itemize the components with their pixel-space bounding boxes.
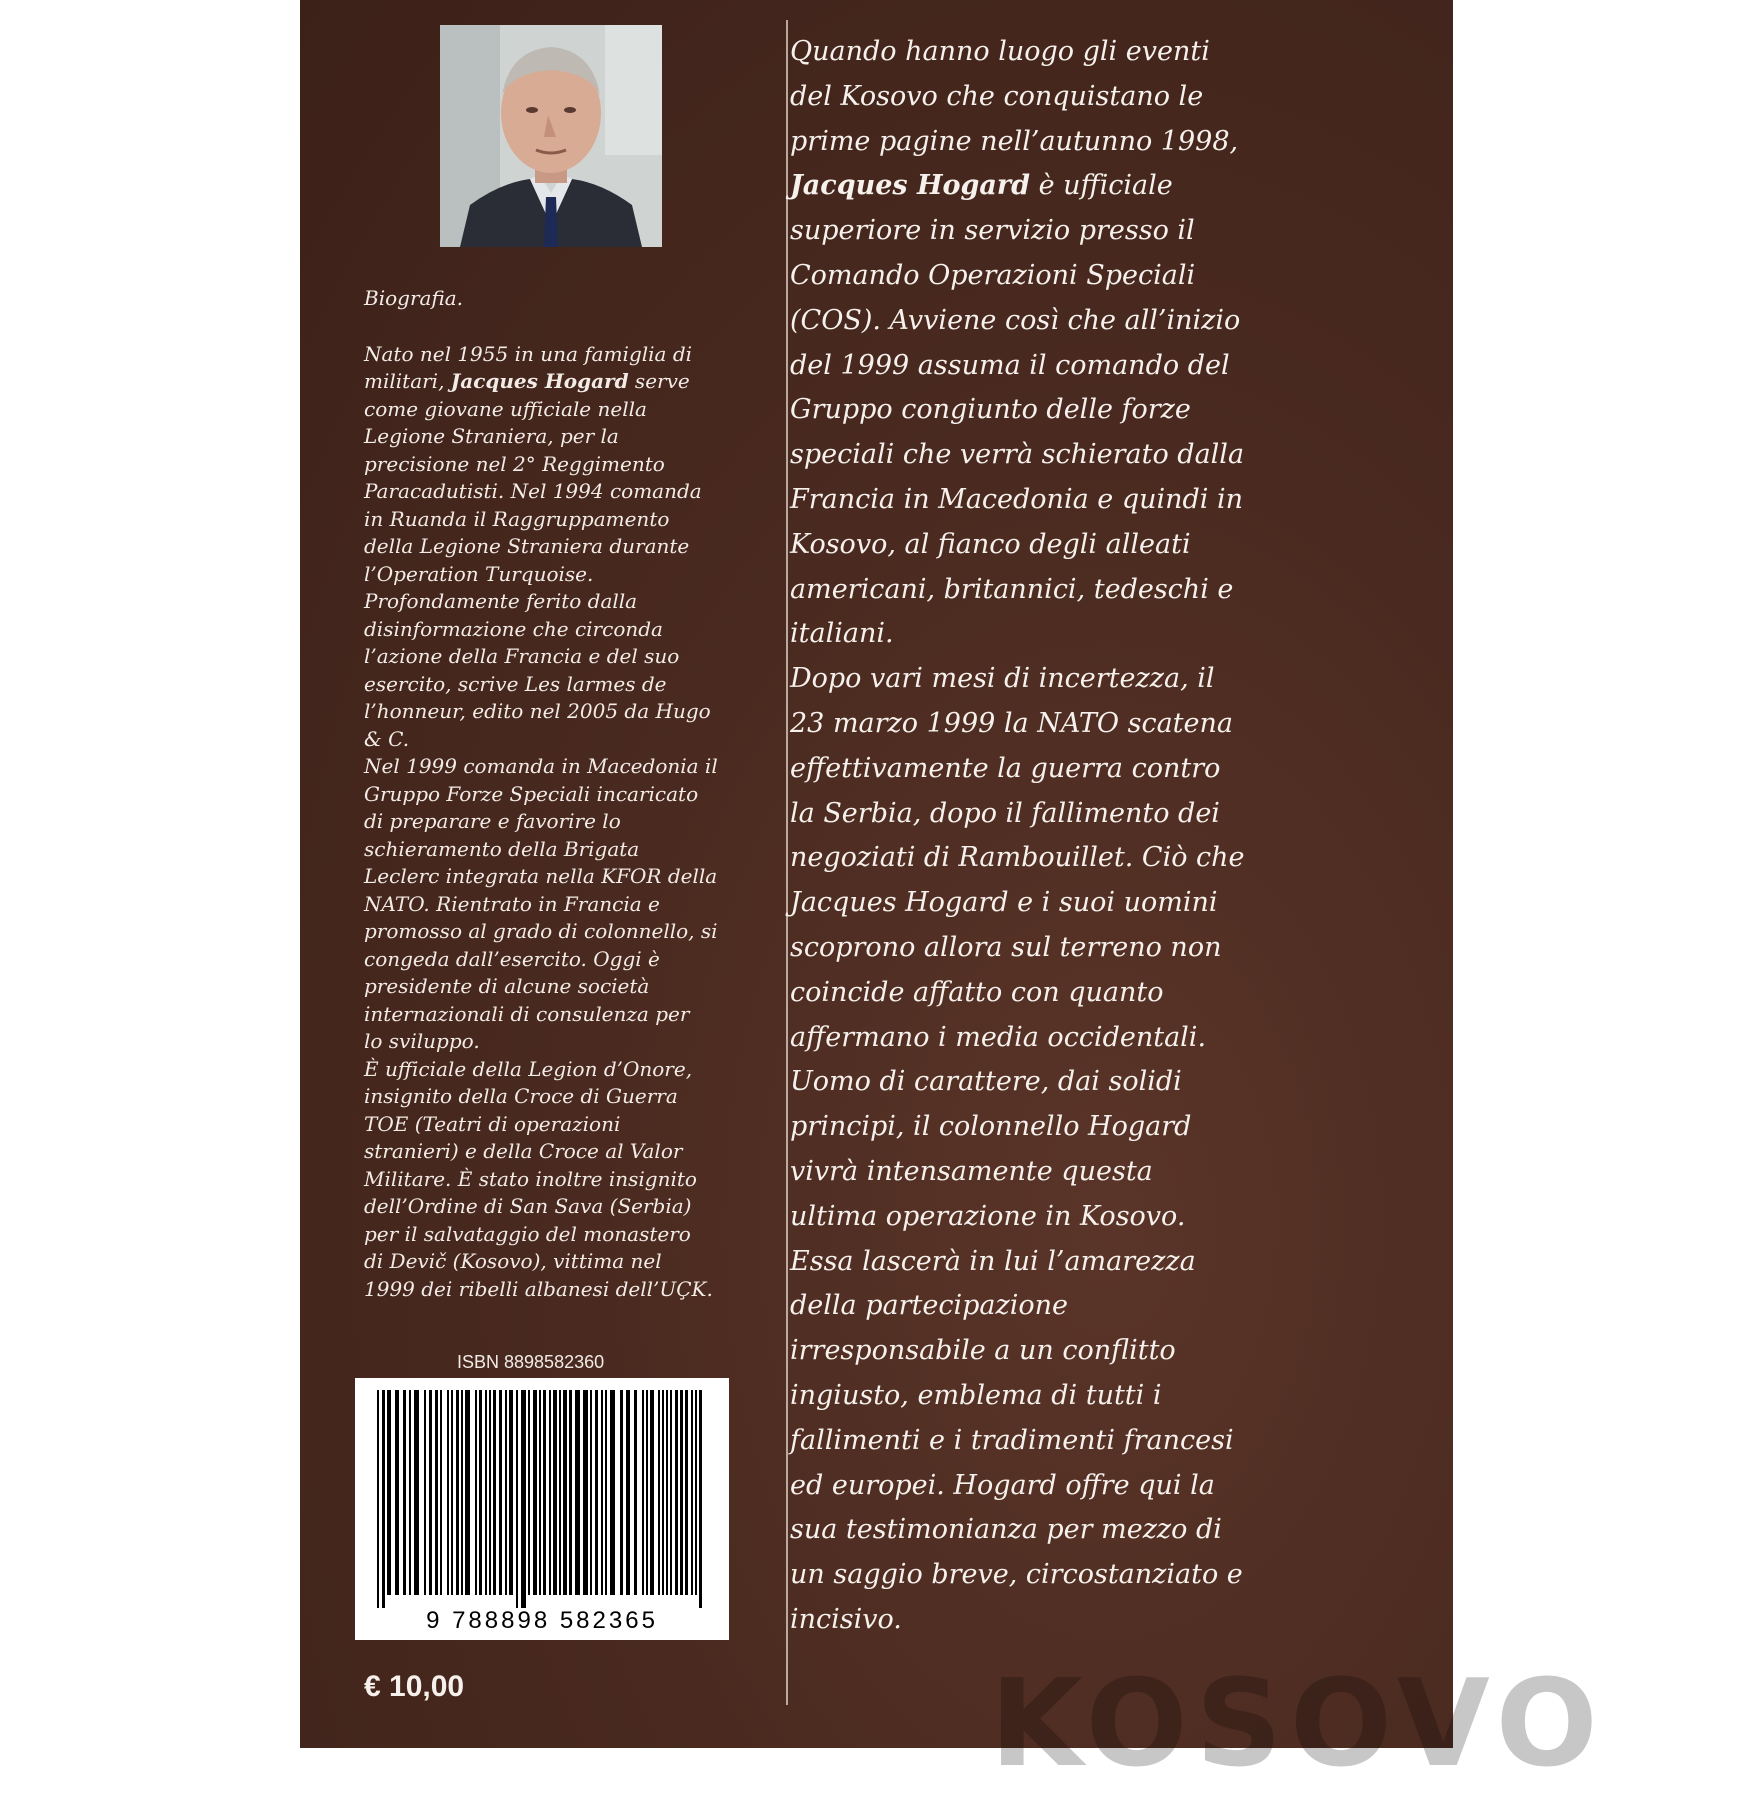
barcode-bar xyxy=(695,1390,697,1595)
author-portrait-image xyxy=(440,25,662,247)
biography-line: promosso al grado di colonnello, si xyxy=(364,919,718,943)
synopsis-line: negoziati di Rambouillet. Ciò che xyxy=(790,842,1245,874)
biography-line: della Legione Straniera durante xyxy=(364,534,690,558)
barcode-bar xyxy=(675,1390,678,1595)
barcode xyxy=(355,1378,729,1640)
synopsis-line: Kosovo, al fianco degli alleati xyxy=(790,528,1191,560)
barcode-bar xyxy=(642,1390,644,1595)
barcode-bar xyxy=(499,1390,502,1595)
barcode-bar xyxy=(590,1390,592,1595)
barcode-bar xyxy=(666,1390,668,1595)
biography-line: di preparare e favorire lo xyxy=(364,809,621,833)
biography-line: stranieri) e della Croce al Valor xyxy=(364,1139,683,1163)
isbn-label: ISBN 8898582360 xyxy=(457,1352,605,1372)
biography-line: Gruppo Forze Speciali incaricato xyxy=(364,781,699,806)
price: € 10,00 xyxy=(364,1670,465,1703)
barcode-bar xyxy=(601,1390,603,1595)
biography-line: militari, Jacques Hogard serve xyxy=(364,369,690,393)
synopsis-line: Francia in Macedonia e quindi in xyxy=(790,483,1244,515)
barcode-bar xyxy=(479,1390,482,1595)
barcode-bar xyxy=(658,1390,660,1595)
biography-line: congeda dall’esercito. Oggi è xyxy=(364,946,660,971)
synopsis-line: del 1999 assuma il comando del xyxy=(790,349,1230,381)
synopsis-line: Gruppo congiunto delle forze xyxy=(790,394,1191,426)
biography-line: & C. xyxy=(364,726,410,751)
synopsis-line: speciali che verrà schierato dalla xyxy=(790,439,1245,471)
biography-line: insignito della Croce di Guerra xyxy=(364,1084,678,1108)
biography-line: precisione nel 2° Reggimento xyxy=(364,451,665,476)
synopsis-line: la Serbia, dopo il fallimento dei xyxy=(790,797,1220,829)
barcode-bar xyxy=(521,1390,526,1608)
barcode-bar xyxy=(435,1390,438,1595)
barcode-bar xyxy=(465,1390,470,1595)
synopsis-line: principi, il colonnello Hogard xyxy=(790,1111,1192,1143)
barcode-bar xyxy=(489,1390,491,1595)
barcode-bar xyxy=(382,1390,385,1608)
barcode-bar xyxy=(516,1390,518,1608)
biography-line: Nel 1999 comanda in Macedonia il xyxy=(364,754,718,778)
barcode-bar xyxy=(377,1390,379,1608)
synopsis-line: ingiusto, emblema di tutti i xyxy=(790,1379,1162,1411)
synopsis-line: della partecipazione xyxy=(790,1290,1068,1322)
synopsis-line: ed europei. Hogard offre qui la xyxy=(790,1469,1215,1501)
barcode-bar xyxy=(493,1390,496,1595)
barcode-bar xyxy=(505,1390,507,1595)
synopsis xyxy=(790,30,1310,1643)
barcode-bar xyxy=(685,1390,688,1595)
barcode-bar xyxy=(395,1390,399,1595)
barcode-bar xyxy=(539,1390,541,1595)
biography-line: Paracadutisti. Nel 1994 comanda xyxy=(364,479,702,503)
barcode-bar xyxy=(414,1390,419,1595)
barcode-bar xyxy=(475,1390,477,1595)
biography-line: come giovane ufficiale nella xyxy=(364,396,647,421)
barcode-bar xyxy=(409,1390,411,1595)
synopsis-line: effettivamente la guerra contro xyxy=(790,752,1221,784)
author-photo xyxy=(440,25,662,247)
barcode-bar xyxy=(650,1390,654,1595)
book-back-cover xyxy=(300,0,1606,1794)
barcode-bar xyxy=(403,1390,406,1595)
column-divider xyxy=(786,20,788,1705)
barcode-bar xyxy=(575,1390,580,1595)
synopsis-line: vivrà intensamente questa xyxy=(790,1155,1153,1187)
biography-label: Biografia. xyxy=(364,286,464,310)
barcode-bar xyxy=(610,1390,615,1595)
biography-line: presidente di alcune società xyxy=(364,974,650,998)
barcode-bar xyxy=(424,1390,426,1595)
barcode-bar xyxy=(626,1390,630,1595)
barcode-digits: 9 788898 582365 xyxy=(426,1607,658,1634)
background-watermark: KOSOVO xyxy=(990,1655,1606,1794)
barcode-bar xyxy=(509,1390,513,1595)
biography-line: lo sviluppo. xyxy=(364,1029,480,1053)
biography-line: in Ruanda il Raggruppamento xyxy=(364,506,670,531)
synopsis-line: incisivo. xyxy=(790,1603,902,1635)
biography-line: per il salvataggio del monastero xyxy=(364,1221,691,1246)
biography-text xyxy=(364,341,764,1304)
biography-line: dell’Ordine di San Sava (Serbia) xyxy=(364,1194,692,1218)
barcode-bar xyxy=(691,1390,693,1595)
barcode-bar xyxy=(569,1390,572,1595)
synopsis-line: un saggio breve, circostanziato e xyxy=(790,1559,1243,1591)
biography-line: Militare. È stato inoltre insignito xyxy=(364,1166,697,1191)
synopsis-line: fallimenti e i tradimenti francesi xyxy=(790,1424,1234,1456)
biography-line: Profondamente ferito dalla xyxy=(364,589,638,613)
synopsis-line: ultima operazione in Kosovo. xyxy=(790,1200,1186,1232)
barcode-bar xyxy=(699,1390,702,1608)
barcode-bar xyxy=(583,1390,588,1595)
synopsis-line: italiani. xyxy=(790,618,894,650)
biography xyxy=(364,285,764,1303)
biography-line: Legione Straniera, per la xyxy=(364,424,619,448)
synopsis-line: del Kosovo che conquistano le xyxy=(790,80,1204,112)
barcode-bar xyxy=(528,1390,530,1595)
synopsis-line: irresponsabile a un conflitto xyxy=(790,1335,1176,1367)
barcode-bar xyxy=(447,1390,449,1595)
barcode-bar xyxy=(646,1390,648,1595)
biography-line: l’honneur, edito nel 2005 da Hugo xyxy=(364,699,711,723)
synopsis-line: 23 marzo 1999 la NATO scatena xyxy=(790,707,1233,739)
barcode-bar xyxy=(387,1390,391,1595)
barcode-bar xyxy=(595,1390,598,1595)
synopsis-line: scoprono allora sul terreno non xyxy=(790,931,1222,963)
biography-line: TOE (Teatri di operazioni xyxy=(364,1111,621,1136)
synopsis-line: Jacques Hogard e i suoi uomini xyxy=(790,887,1218,919)
biography-line: schieramento della Brigata xyxy=(364,836,640,861)
biography-line: l’Operation Turquoise. xyxy=(364,561,594,586)
barcode-bar xyxy=(456,1390,459,1595)
synopsis-line: affermano i media occidentali. xyxy=(790,1021,1207,1053)
biography-line: esercito, scrive Les larmes de xyxy=(364,671,667,696)
synopsis-line: coincide affatto con quanto xyxy=(790,976,1164,1008)
barcode-bar xyxy=(549,1390,551,1595)
synopsis-line: (COS). Avviene così che all’inizio xyxy=(790,304,1241,336)
synopsis-line: superiore in servizio presso il xyxy=(790,215,1195,247)
barcode-bar xyxy=(634,1390,637,1595)
synopsis-line: Uomo di carattere, dai solidi xyxy=(790,1066,1182,1098)
biography-line: NATO. Rientrato in Francia e xyxy=(364,891,660,916)
barcode-image xyxy=(355,1378,729,1640)
barcode-bar xyxy=(533,1390,537,1595)
synopsis-line: Dopo vari mesi di incertezza, il xyxy=(790,663,1215,695)
synopsis-line: americani, britannici, tedeschi e xyxy=(790,573,1234,605)
barcode-bar xyxy=(429,1390,432,1595)
synopsis-line: sua testimonianza per mezzo di xyxy=(790,1514,1222,1546)
barcode-bar xyxy=(451,1390,453,1595)
barcode-bar xyxy=(461,1390,463,1595)
barcode-bar xyxy=(670,1390,672,1595)
synopsis-line: Jacques Hogard è ufficiale xyxy=(790,170,1173,202)
biography-line: di Devič (Kosovo), vittima nel xyxy=(364,1249,662,1273)
barcode-bar xyxy=(605,1390,607,1595)
barcode-bar xyxy=(485,1390,487,1595)
biography-line: disinformazione che circonda xyxy=(364,616,663,641)
synopsis-line: Essa lascerà in lui l’amarezza xyxy=(790,1245,1196,1277)
biography-line: Leclerc integrata nella KFOR della xyxy=(364,864,718,888)
barcode-bar xyxy=(563,1390,567,1595)
barcode-bar xyxy=(620,1390,623,1595)
biography-line: 1999 dei ribelli albanesi dell’UÇK. xyxy=(364,1276,713,1301)
synopsis-line: Comando Operazioni Speciali xyxy=(790,259,1196,291)
barcode-bar xyxy=(543,1390,546,1595)
biography-line: Nato nel 1955 in una famiglia di xyxy=(364,341,693,366)
barcode-bar xyxy=(553,1390,557,1595)
biography-line: l’azione della Francia e del suo xyxy=(364,644,680,668)
barcode-bar xyxy=(559,1390,561,1595)
biography-line: È ufficiale della Legion d’Onore, xyxy=(364,1056,693,1081)
biography-line: internazionali di consulenza per xyxy=(364,1001,690,1026)
barcode-bar xyxy=(440,1390,442,1595)
synopsis-line: Quando hanno luogo gli eventi xyxy=(790,36,1210,67)
synopsis-text xyxy=(790,30,1310,1643)
synopsis-line: prime pagine nell’autunno 1998, xyxy=(790,125,1239,157)
barcode-bar xyxy=(662,1390,664,1595)
barcode-bar xyxy=(680,1390,683,1595)
